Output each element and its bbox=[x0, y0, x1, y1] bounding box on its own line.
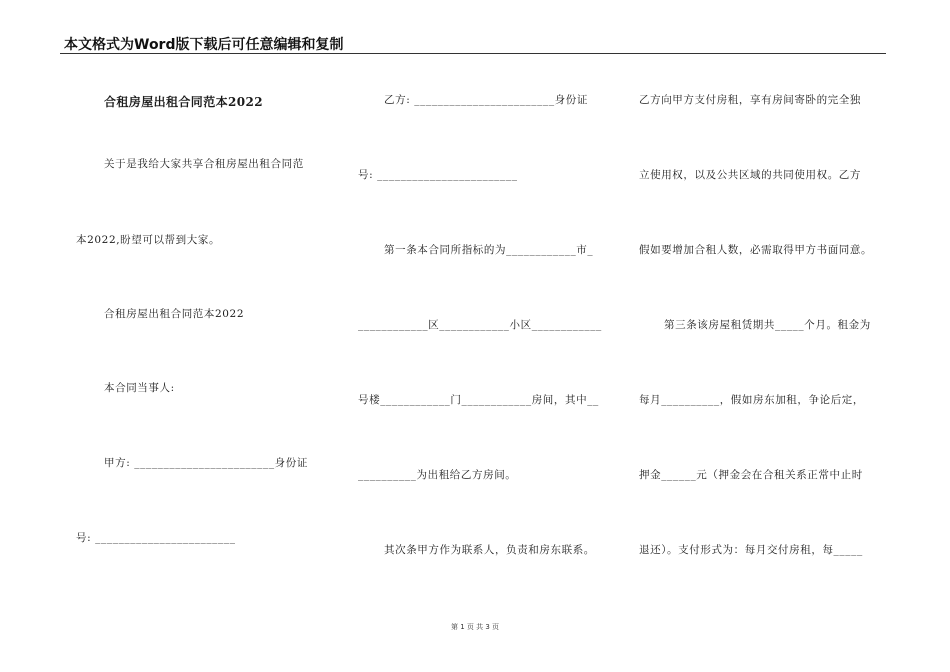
header-divider bbox=[60, 53, 886, 54]
col2-line-4: ____________区____________小区____________ bbox=[358, 319, 602, 331]
document-title: 合租房屋出租合同范本2022 bbox=[104, 95, 263, 109]
col2-line-2: 号: ________________________ bbox=[358, 169, 518, 181]
col3-line-2: 立使用权，以及公共区域的共同使用权。乙方 bbox=[639, 169, 861, 181]
col1-line-1: 关于是我给大家共享合租房屋出租合同范 bbox=[104, 158, 304, 170]
col3-line-7: 退还）。支付形式为：每月交付房租，每_____ bbox=[639, 544, 863, 556]
col3-line-1: 乙方向甲方支付房租，享有房间寄卧的完全独 bbox=[639, 94, 861, 106]
col1-line-4: 本合同当事人: bbox=[104, 382, 175, 394]
col2-line-7: 其次条甲方作为联系人，负责和房东联系。 bbox=[384, 544, 595, 556]
col2-line-6: __________为出租给乙方房间。 bbox=[358, 469, 517, 481]
col1-line-6: 号: ________________________ bbox=[76, 532, 236, 544]
col1-line-2: 本2022,盼望可以帮到大家。 bbox=[76, 234, 221, 246]
col1-line-5: 甲方: ________________________身份证 bbox=[104, 457, 308, 469]
col1-line-3: 合租房屋出租合同范本2022 bbox=[104, 308, 245, 320]
col3-line-5: 每月__________，假如房东加租，争论后定， bbox=[639, 394, 864, 406]
col2-line-5: 号楼____________门____________房间，其中__ bbox=[358, 394, 599, 406]
col3-line-4: 第三条该房屋租赁期共_____个月。租金为 bbox=[664, 319, 871, 331]
page-number: 第 1 页 共 3 页 bbox=[450, 623, 500, 631]
col3-line-6: 押金______元（押金会在合租关系正常中止时 bbox=[639, 469, 863, 481]
col3-line-3: 假如要增加合租人数，必需取得甲方书面同意。 bbox=[639, 244, 873, 256]
col2-line-1: 乙方: ________________________身份证 bbox=[384, 94, 588, 106]
col2-line-3: 第一条本合同所指标的为____________市_ bbox=[384, 244, 594, 256]
page-header-title: 本文格式为Word版下载后可任意编辑和复制 bbox=[64, 37, 344, 53]
